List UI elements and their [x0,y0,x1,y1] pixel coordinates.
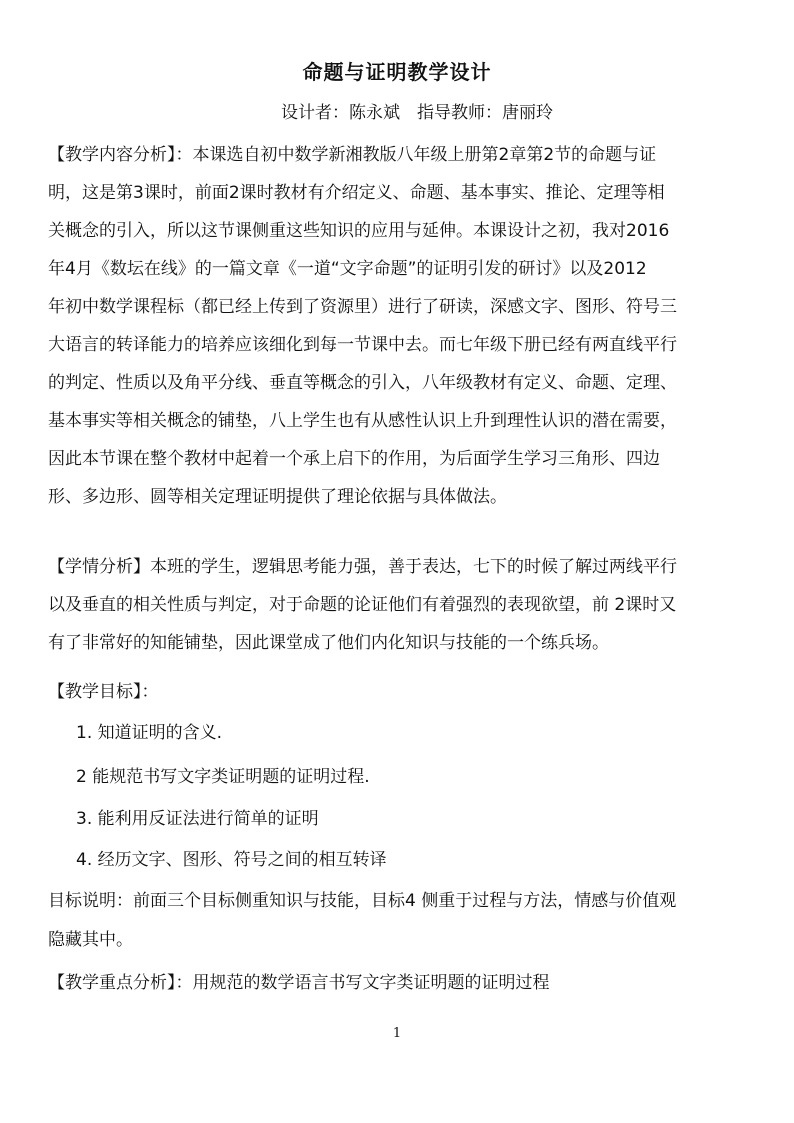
objective-item: 2 能规范书写文字类证明题的证明过程. [76,767,370,787]
student-analysis-line: 【学情分析】本班的学生，逻辑思考能力强，善于表达，七下的时候了解过两线平行 [48,557,677,577]
objectives-note-line: 目标说明：前面三个目标侧重知识与技能，目标4 侧重于过程与方法，情感与价值观 [48,891,677,911]
content-analysis-line: 大语言的转译能力的培养应该细化到每一节课中去。而七年级下册已经有两直线平行 [48,335,677,355]
content-analysis-line: 的判定、性质以及角平分线、垂直等概念的引入，八年级教材有定义、命题、定理、 [48,373,677,393]
student-analysis-line: 以及垂直的相关性质与判定，对于命题的论证他们有着强烈的表现欲望，前 2课时又 [48,595,677,615]
author-line: 设计者：陈永斌 指导教师：唐丽玲 [281,103,553,123]
content-analysis-line: 年初中数学课程标（都已经上传到了资源里）进行了研读，深感文字、图形、符号三 [48,297,677,317]
content-analysis-line: 关概念的引入，所以这节课侧重这些知识的应用与延伸。本课设计之初，我对2016 [48,221,670,241]
content-analysis-line: 基本事实等相关概念的铺垫，八上学生也有从感性认识上升到理性认识的潜在需要， [48,411,677,431]
objective-item: 3. 能利用反证法进行简单的证明 [76,809,319,829]
content-analysis-line: 年4月《数坛在线》的一篇文章《一道“文字命题”的证明引发的研讨》以及2012 [48,259,647,279]
document-title: 命题与证明教学设计 [302,60,492,84]
objective-item: 4. 经历文字、图形、符号之间的相互转译 [76,850,387,870]
content-analysis-line: 【教学内容分析】：本课选自初中数学新湘教版八年级上册第2章第2节的命题与证 [48,145,657,165]
content-analysis-line: 形、多边形、圆等相关定理证明提供了理论依据与具体做法。 [48,487,507,507]
student-analysis-line: 有了非常好的知能铺垫，因此课堂成了他们内化知识与技能的一个练兵场。 [48,633,609,653]
key-points-line: 【教学重点分析】：用规范的数学语言书写文字类证明题的证明过程 [48,973,550,993]
objectives-note-line: 隐藏其中。 [48,930,133,950]
page-number: 1 [392,1026,402,1041]
objective-item: 1. 知道证明的含义. [76,723,223,743]
content-analysis-line: 因此本节课在整个教材中起着一个承上启下的作用，为后面学生学习三角形、四边 [48,449,660,469]
content-analysis-line: 明，这是第3课时，前面2课时教材有介绍定义、命题、基本事实、推论、定理等相 [48,183,665,203]
objectives-heading: 【教学目标】： [48,682,159,702]
